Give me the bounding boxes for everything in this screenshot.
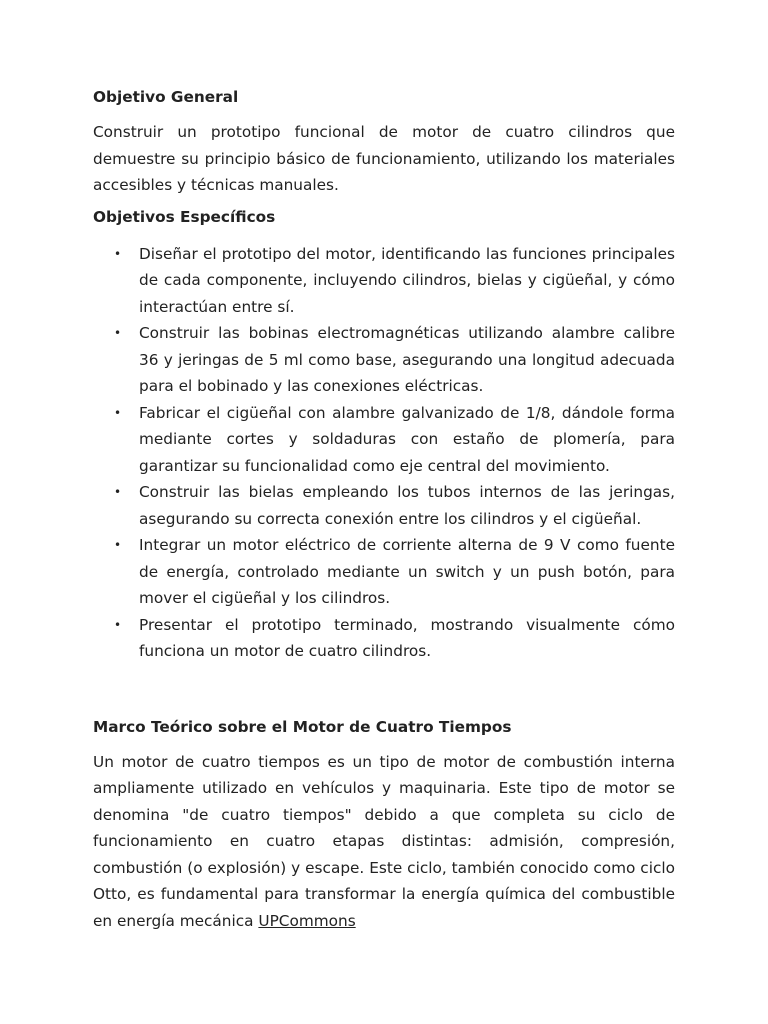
list-item-text: Integrar un motor eléctrico de corriente alterna de 9 V como fuente de energía, controlado mediante un switch y un push botón, para mover el cigüeñal y los cilindros. (139, 536, 675, 607)
bullet-icon: • (114, 326, 122, 340)
bullet-icon: • (114, 246, 122, 261)
list-item (93, 400, 675, 480)
heading-objetivo-general: Objetivo General (93, 88, 239, 106)
list-item (93, 241, 675, 321)
marco-text: Un motor de cuatro tiempos es un tipo de motor de combustión interna ampliamente utilizado en vehículos y maquinaria. Este tipo de motor se denomina "de cuatro tiempos" debido a que completa su ciclo de funcionamiento en cuatro etapas distintas: admisión, compresión, combustión (o explosión) y escape. Este ciclo, también conocido como ciclo Otto, es fundamental para transformar la energía química del combustible en energía mecánica (93, 752, 675, 930)
list-item-text: Presentar el prototipo terminado, mostrando visualmente cómo funciona un motor de cuatro cilindros. (139, 615, 675, 660)
list-item (93, 612, 675, 665)
list-item-text: Construir las bobinas electromagnéticas utilizando alambre calibre 36 y jeringas de 5 ml como base, asegurando una longitud adecuada para el bobinado y las conexiones eléctricas. (139, 324, 675, 395)
bullet-icon: • (114, 405, 122, 420)
list-item-text: Construir las bielas empleando los tubos internos de las jeringas, asegurando su correcta conexión entre los cilindros y el cigüeñal. (139, 483, 675, 528)
list-item-text: Fabricar el cigüeñal con alambre galvanizado de 1/8, dándole forma mediante cortes y soldaduras con estaño de plomería, para garantizar su funcionalidad como eje central del movimiento. (139, 403, 675, 475)
paragraph-objetivo-general: Construir un prototipo funcional de motor de cuatro cilindros que demuestre su principio básico de funcionamiento, utilizando los materiales accesibles y técnicas manuales. (93, 123, 675, 194)
list-item (93, 320, 675, 400)
bullet-icon: • (114, 485, 122, 499)
heading-marco-teorico: Marco Teórico sobre el Motor de Cuatro Tiempos (93, 717, 512, 736)
paragraph-marco-teorico (93, 749, 675, 935)
list-item (93, 532, 675, 612)
list-item-text: Diseñar el prototipo del motor, identificando las funciones principales de cada componente, incluyendo cilindros, bielas y cigüeñal, y cómo interactúan entre sí. (139, 244, 675, 316)
upcommons-link[interactable]: UPCommons (258, 911, 356, 930)
objectives-list (93, 241, 675, 665)
bullet-icon: • (114, 538, 122, 552)
list-item (93, 479, 675, 532)
bullet-icon: • (114, 617, 122, 632)
heading-objetivos-especificos: Objetivos Específicos (93, 207, 276, 226)
